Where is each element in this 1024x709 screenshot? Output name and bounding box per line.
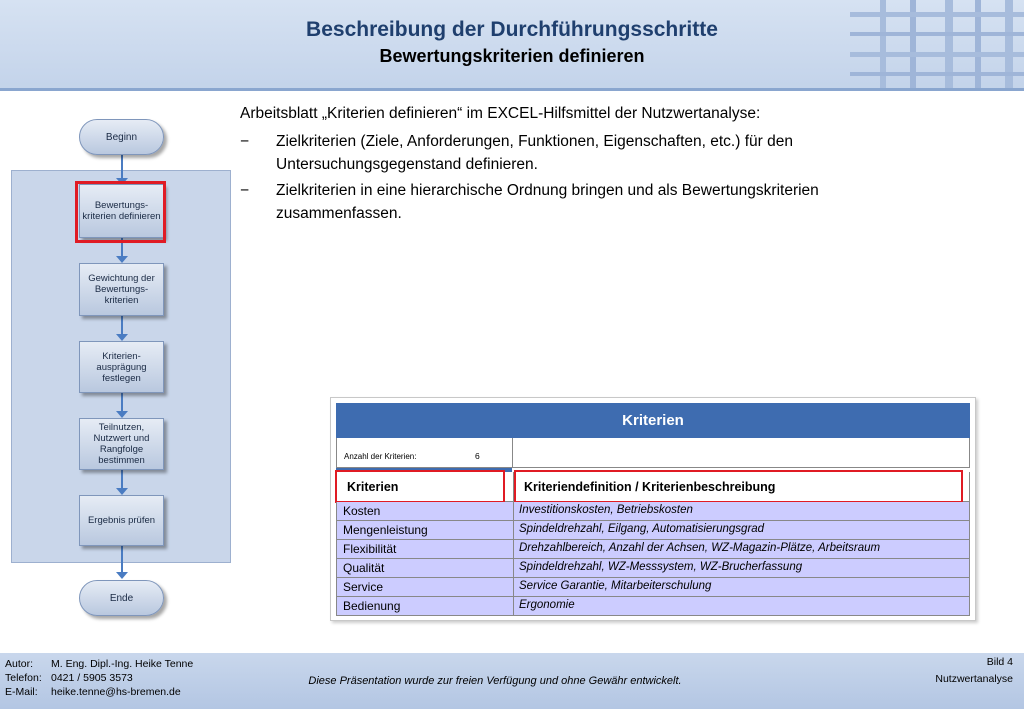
column-divider	[513, 521, 514, 539]
definition-column-highlight	[514, 470, 963, 503]
table-row	[336, 578, 970, 597]
bullet-text: Zielkriterien (Ziele, Anforderungen, Funktionen, Eigenschaften, etc.) für den Untersuchungsgegenstand definieren.	[276, 133, 793, 173]
criteria-count-row	[336, 438, 970, 468]
criterion-name: Qualität	[343, 561, 385, 575]
arrow-down-icon	[116, 256, 128, 263]
table-title: Kriterien	[336, 403, 970, 438]
criterion-name: Kosten	[343, 504, 381, 518]
slide-number: Bild 4	[986, 656, 1013, 668]
arrow-down-icon	[116, 411, 128, 418]
flow-connector	[121, 393, 123, 413]
page-subtitle: Bewertungskriterien definieren	[379, 46, 645, 66]
criterion-description: Spindeldrehzahl, WZ-Messsystem, WZ-Brucherfassung	[519, 561, 803, 573]
table-row	[336, 521, 970, 540]
email-address: heike.tenne@hs-bremen.de	[51, 686, 181, 698]
flow-step-weighting: Gewichtung der Bewertungs- kriterien	[79, 263, 164, 316]
footer-topic: Nutzwertanalyse	[935, 673, 1013, 685]
flow-connector	[121, 546, 123, 574]
column-divider	[513, 597, 514, 615]
phone-number: 0421 / 5905 3573	[51, 672, 133, 684]
criterion-description: Spindeldrehzahl, Eilgang, Automatisierungsgrad	[519, 523, 765, 535]
bullet-text: Zielkriterien in eine hierarchische Ordnung bringen und als Bewertungskriterien zusammenfassen.	[276, 182, 819, 222]
phone-label: Telefon:	[5, 672, 42, 684]
column-divider	[513, 540, 514, 558]
criteria-count-label: Anzahl der Kriterien:	[344, 452, 417, 461]
current-step-highlight	[75, 181, 166, 243]
flow-end: Ende	[79, 580, 164, 616]
flow-connector	[121, 154, 123, 180]
criterion-description: Service Garantie, Mitarbeiterschulung	[519, 580, 712, 592]
page-title: Beschreibung der Durchführungsschritte	[306, 18, 718, 41]
author-name: M. Eng. Dipl.-Ing. Heike Tenne	[51, 658, 194, 670]
column-header-definition: Kriteriendefinition / Kriterienbeschreibung	[524, 480, 776, 494]
table-row	[336, 559, 970, 578]
flow-connector	[121, 316, 123, 336]
criterion-name: Flexibilität	[343, 542, 397, 556]
criteria-count-value: 6	[475, 451, 480, 461]
header-divider	[0, 88, 1024, 91]
flow-step-utility-ranking: Teilnutzen, Nutzwert und Rangfolge bestimmen	[79, 418, 164, 470]
criterion-name: Mengenleistung	[343, 523, 428, 537]
column-divider	[513, 502, 514, 520]
column-divider	[513, 578, 514, 596]
arrow-down-icon	[116, 334, 128, 341]
criteria-column-highlight	[335, 470, 505, 503]
arrow-down-icon	[116, 488, 128, 495]
criterion-description: Investitionskosten, Betriebskosten	[519, 504, 693, 516]
table-body	[336, 502, 970, 616]
column-divider	[513, 559, 514, 577]
flow-start: Beginn	[79, 119, 164, 155]
criterion-name: Bedienung	[343, 599, 401, 613]
table-row	[336, 502, 970, 521]
column-header-criteria: Kriterien	[347, 480, 399, 494]
criterion-description: Drehzahlbereich, Anzahl der Achsen, WZ-Magazin-Plätze, Arbeitsraum	[519, 542, 881, 554]
intro-text: Arbeitsblatt „Kriterien definieren“ im EXCEL-Hilfsmittel der Nutzwertanalyse:	[240, 105, 761, 122]
table-row	[336, 540, 970, 559]
criterion-name: Service	[343, 580, 384, 594]
flow-connector	[121, 470, 123, 490]
criteria-count-cell	[337, 438, 513, 467]
email-label: E-Mail:	[5, 686, 38, 698]
flow-step-check-result: Ergebnis prüfen	[79, 495, 164, 546]
footer-disclaimer: Diese Präsentation wurde zur freien Verfügung und ohne Gewähr entwickelt.	[308, 675, 682, 687]
bullet-dash: −	[240, 133, 250, 150]
author-info	[5, 657, 193, 699]
criterion-description: Ergonomie	[519, 599, 575, 611]
flow-step-characteristics: Kriterien- ausprägung festlegen	[79, 341, 164, 393]
header-grid-decoration	[850, 0, 1024, 88]
arrow-down-icon	[116, 572, 128, 579]
table-row	[336, 597, 970, 616]
bullet-dash: −	[240, 182, 250, 199]
author-label: Autor:	[5, 658, 34, 670]
flow-step-define-criteria: Bewertungs- kriterien definieren	[79, 184, 164, 238]
